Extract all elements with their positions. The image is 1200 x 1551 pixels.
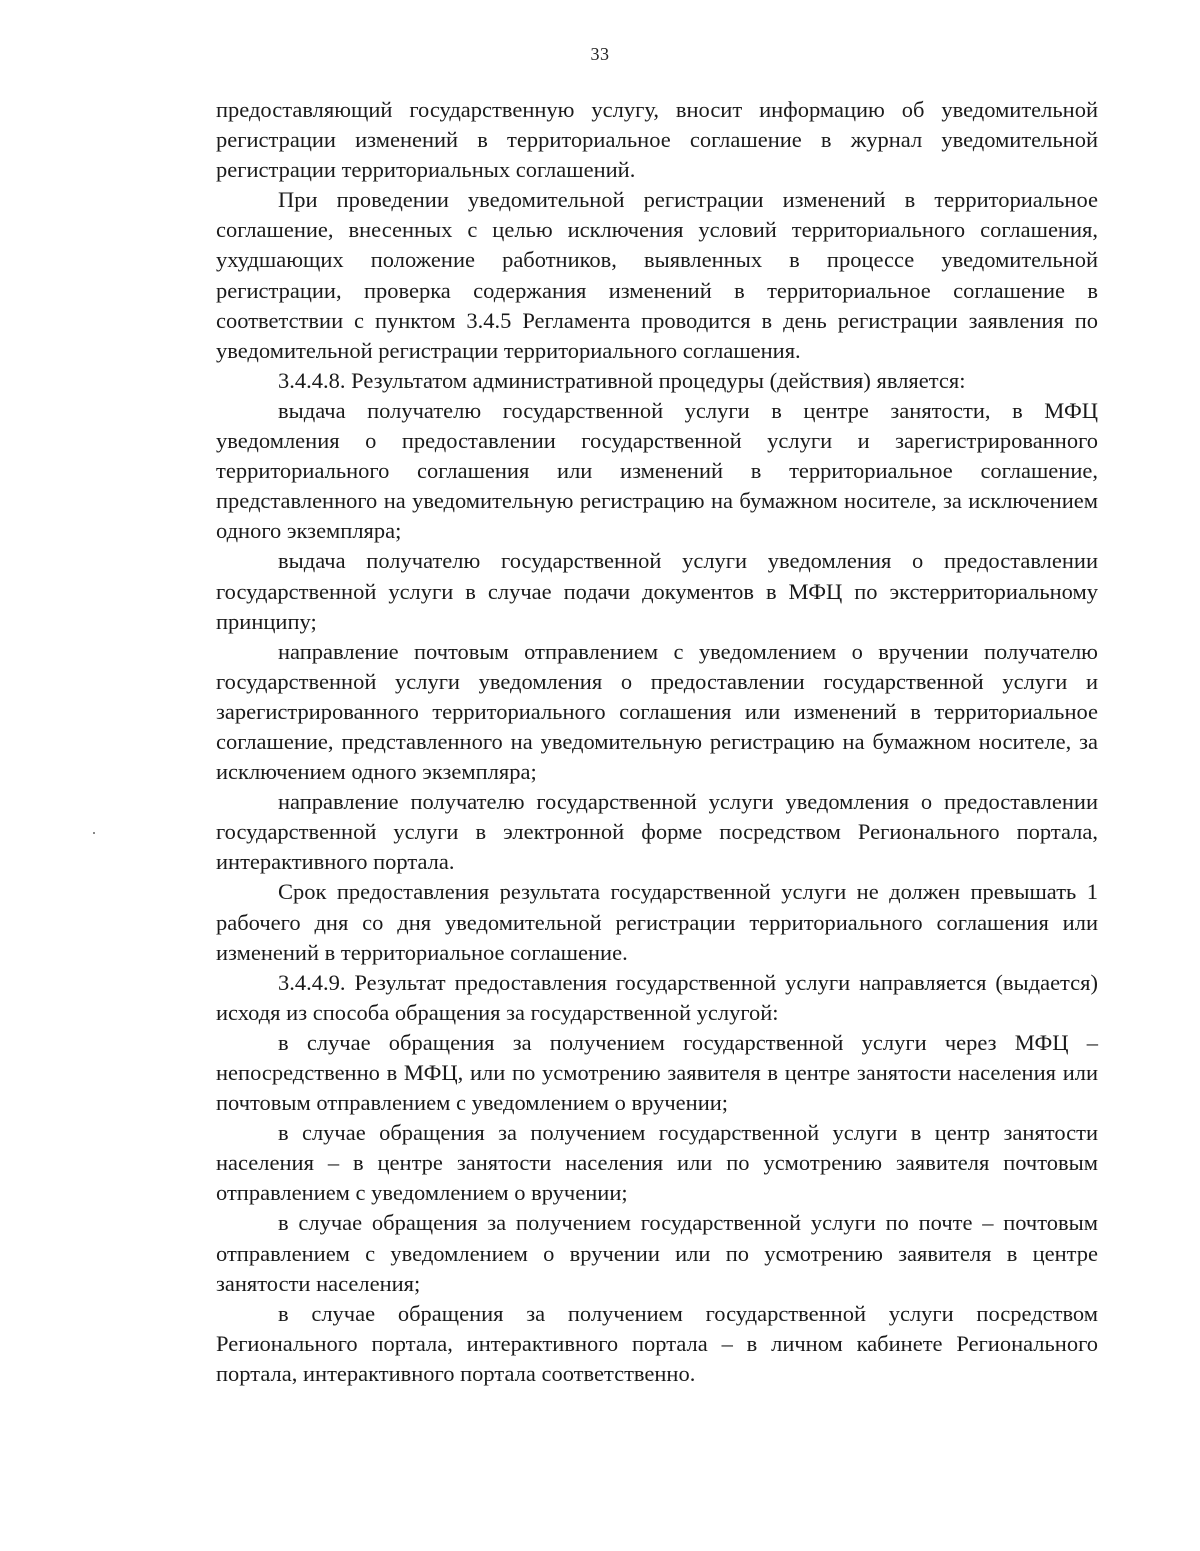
paragraph-clause-3-4-4-9: 3.4.4.9. Результат предоставления государственной услуги направляется (выдается) исходя из способа обращения за государственной услугой: — [216, 969, 1098, 1025]
paragraph-list-item: в случае обращения за получением государственной услуги посредством Регионального портала, интерактивного портала – в личном кабинете Регионального портала, интерактивного портала соответственно. — [216, 1300, 1098, 1386]
paragraph-list-item: выдача получателю государственной услуги уведомления о предоставлении государственной услуги в случае подачи документов в МФЦ по экстерриториальному принципу; — [216, 548, 1098, 634]
page-number: 33 — [590, 44, 610, 64]
paragraph-list-item: направление почтовым отправлением с уведомлением о вручении получателю государственной услуги уведомления о предоставлении государственной услуги и зарегистрированного территориального соглашения или изменений в территориальное соглашение, представленного на уведомительную регистрацию на бумажном носителе, за исключением одного экземпляра; — [216, 638, 1098, 785]
scan-speck — [93, 832, 95, 834]
paragraph-list-item: в случае обращения за получением государственной услуги в центр занятости населения – в центре занятости населения или по усмотрению заявителя почтовым отправлением с уведомлением о вручении; — [216, 1120, 1098, 1206]
paragraph-list-item: в случае обращения за получением государственной услуги через МФЦ – непосредственно в МФЦ, или по усмотрению заявителя в центре занятости населения или почтовым отправлением с уведомлением о вручении; — [216, 1029, 1098, 1116]
paragraph-list-item: в случае обращения за получением государственной услуги по почте – почтовым отправлением с уведомлением о вручении или по усмотрению заявителя в центре занятости населения; — [216, 1210, 1098, 1296]
paragraph-list-item: направление получателю государственной услуги уведомления о предоставлении государственной услуги в электронной форме посредством Регионального портала, интерактивного портала. — [216, 789, 1098, 875]
paragraph-list-item: выдача получателю государственной услуги в центре занятости, в МФЦ уведомления о предоставлении государственной услуги и зарегистрированного территориального соглашения или изменений в территориальное соглашение, представленного на уведомительную регистрацию на бумажном носителе, за исключением одного экземпляра; — [216, 397, 1098, 544]
document-body — [216, 95, 1098, 1389]
paragraph-continuation: предоставляющий государственную услугу, вносит информацию об уведомительной регистрации изменений в территориальное соглашение в журнал уведомительной регистрации территориальных соглашений. — [216, 97, 1098, 183]
paragraph: Срок предоставления результата государственной услуги не должен превышать 1 рабочего дня со дня уведомительной регистрации территориального соглашения или изменений в территориальное соглашение. — [216, 879, 1098, 965]
paragraph-clause-3-4-4-8: 3.4.4.8. Результатом административной процедуры (действия) является: — [278, 367, 966, 393]
paragraph: При проведении уведомительной регистрации изменений в территориальное соглашение, внесенных с целью исключения условий территориального соглашения, ухудшающих положение работников, выявленных в процессе уведомительной регистрации, проверка содержания изменений в территориальное соглашение в соответствии с пунктом 3.4.5 Регламента проводится в день регистрации заявления по уведомительной регистрации территориального соглашения. — [216, 187, 1098, 363]
